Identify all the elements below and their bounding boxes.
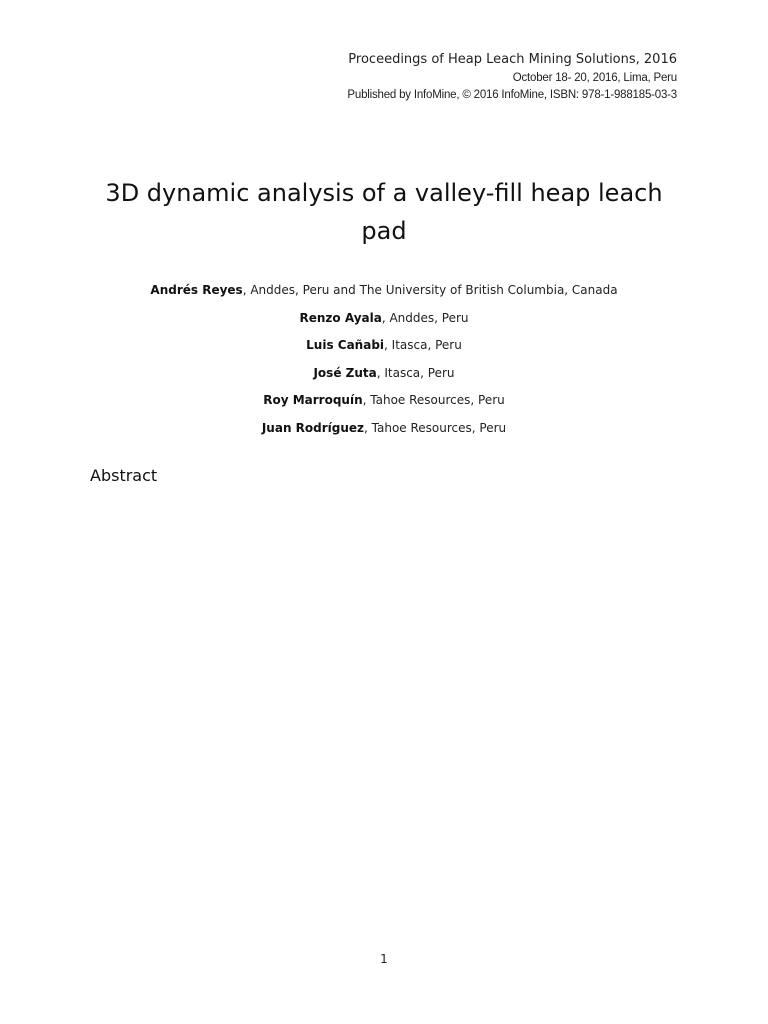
author-entry <box>84 363 684 391</box>
page-number: 1 <box>380 952 388 966</box>
author-affiliation: , Tahoe Resources, Peru <box>364 420 507 435</box>
publisher-info: Published by InfoMine, © 2016 InfoMine, ISBN: 978-1-988185-03-3 <box>347 89 677 101</box>
author-affiliation: , Itasca, Peru <box>376 365 455 380</box>
author-entry <box>84 418 684 446</box>
paper-title: 3D dynamic analysis of a valley-fill heap leach pad <box>105 179 663 245</box>
proceedings-title: Proceedings of Heap Leach Mining Solutions, 2016 <box>348 52 677 67</box>
author-name: Juan Rodríguez <box>261 420 365 435</box>
page-header <box>347 50 677 104</box>
author-entry <box>84 280 684 308</box>
author-list <box>84 280 684 445</box>
author-affiliation: , Itasca, Peru <box>384 338 462 352</box>
author-name: Andrés Reyes <box>150 283 243 297</box>
author-affiliation: , Anddes, Peru <box>381 310 469 325</box>
conference-dates-location: October 18- 20, 2016, Lima, Peru <box>512 72 677 84</box>
author-name: Renzo Ayala <box>299 310 382 325</box>
author-entry <box>84 390 684 418</box>
author-affiliation: , Tahoe Resources, Peru <box>362 393 505 407</box>
abstract-heading: Abstract <box>90 466 158 485</box>
author-name: Luis Cañabi <box>306 338 385 352</box>
author-affiliation: , Anddes, Peru and The University of British Columbia, Canada <box>242 283 618 297</box>
author-name: Roy Marroquín <box>263 393 363 407</box>
author-entry <box>84 335 684 363</box>
author-entry <box>84 308 684 336</box>
author-name: José Zuta <box>313 365 377 380</box>
